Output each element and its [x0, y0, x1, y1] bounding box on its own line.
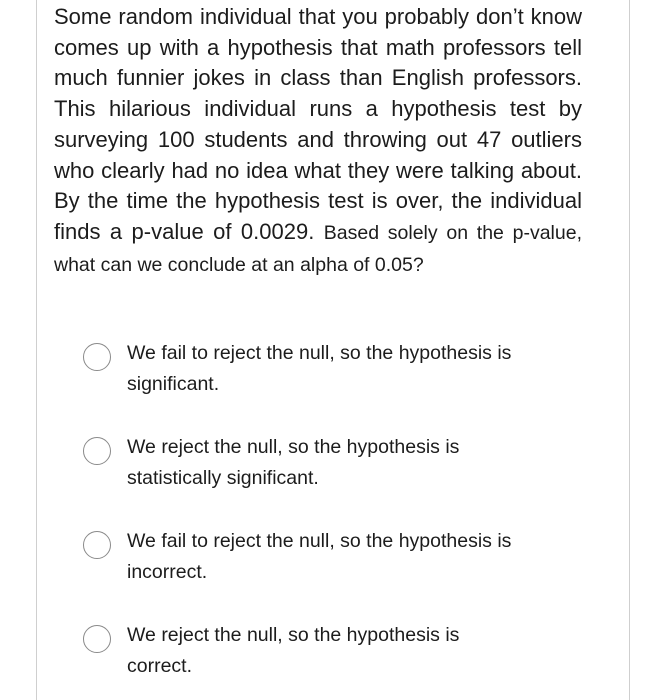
- answer-option-4[interactable]: [80, 620, 600, 690]
- answer-option-label[interactable]: We reject the null, so the hypothesis is correct.: [127, 624, 460, 677]
- answer-option-label[interactable]: We fail to reject the null, so the hypothesis is significant.: [127, 342, 512, 395]
- answer-option-label[interactable]: We fail to reject the null, so the hypothesis is incorrect.: [127, 530, 512, 583]
- answer-option-label[interactable]: We reject the null, so the hypothesis is statistically significant.: [127, 436, 460, 489]
- question-main: Some random individual that you probably don’t know comes up with a hypothesis that math professors tell much funnier jokes in class than English professors. This hilarious individual runs a hypothesis test by surveying 100 students and throwing out 47 outliers who clearly had no idea what they were talking about. By the time the hypothesis test is over, the individual finds a p-value of 0.0029.: [54, 4, 582, 244]
- answer-option-1[interactable]: [80, 338, 600, 408]
- question-text: [54, 2, 582, 280]
- radio-button-icon[interactable]: [83, 437, 111, 465]
- question-tail: Based solely on the p-value, what can we conclude at an alpha of 0.05?: [54, 221, 582, 276]
- radio-button-icon[interactable]: [83, 531, 111, 559]
- answer-option-2[interactable]: [80, 432, 600, 502]
- answer-option-3[interactable]: [80, 526, 600, 596]
- radio-button-icon[interactable]: [83, 625, 111, 653]
- radio-button-icon[interactable]: [83, 343, 111, 371]
